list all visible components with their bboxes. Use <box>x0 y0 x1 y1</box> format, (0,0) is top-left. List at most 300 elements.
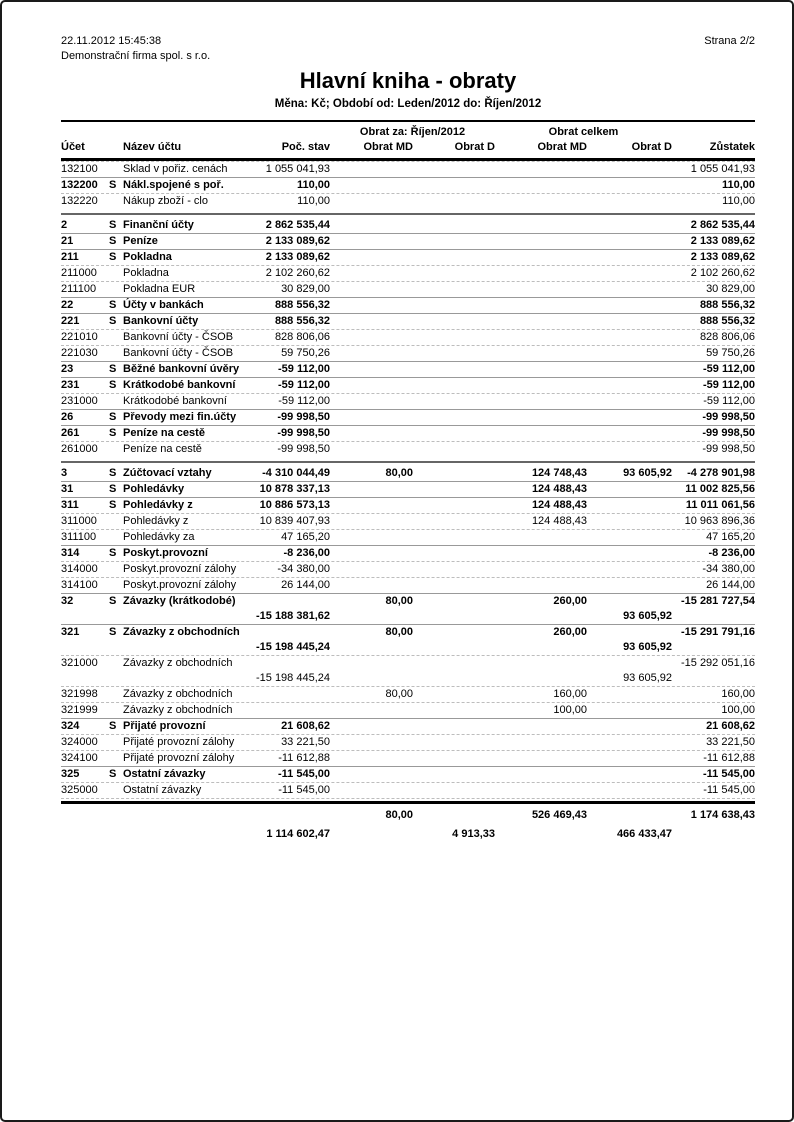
cell <box>495 767 587 782</box>
cell: S <box>109 720 117 732</box>
cell: 314000 <box>61 563 98 575</box>
cell: Bankovní účty - ČSOB <box>123 347 234 359</box>
cell <box>495 426 587 441</box>
cell <box>587 394 672 409</box>
col-header-poc-stav: Poč. stav <box>281 141 330 153</box>
cell <box>413 426 495 441</box>
table-row <box>61 530 755 545</box>
cell: -59 112,00 <box>703 395 755 407</box>
cell: -59 112,00 <box>278 379 330 391</box>
cell: 325 <box>61 768 80 780</box>
cell: 21 <box>61 235 74 247</box>
cell: 2 133 089,62 <box>265 235 330 247</box>
cell <box>330 827 413 842</box>
cell <box>413 218 495 233</box>
cell <box>413 466 495 481</box>
cell: -59 112,00 <box>703 363 755 375</box>
group-header-total: Obrat celkem <box>548 126 619 138</box>
cell: S <box>109 219 117 231</box>
cell <box>587 578 672 593</box>
cell: 47 165,20 <box>706 531 755 543</box>
cell: -59 112,00 <box>278 395 330 407</box>
cell <box>495 640 587 655</box>
cell: -11 612,88 <box>703 752 755 764</box>
cell <box>587 410 672 425</box>
cell: Peníze na cestě <box>123 427 205 439</box>
cell: 80,00 <box>385 688 413 700</box>
cell: 11 011 061,56 <box>685 499 755 511</box>
table-row <box>61 466 755 481</box>
cell <box>413 656 495 671</box>
cell: -99 998,50 <box>702 443 755 455</box>
table-row <box>61 767 755 782</box>
cell: 80,00 <box>385 467 413 479</box>
table-row <box>61 578 755 593</box>
cell: 324100 <box>61 752 98 764</box>
cell: 311000 <box>61 515 97 527</box>
cell: Závazky (krátkodobé) <box>123 595 236 607</box>
cell: Krátkodobé bankovní <box>123 379 236 391</box>
cell: -59 112,00 <box>278 363 330 375</box>
cell: 888 556,32 <box>274 315 330 327</box>
cell <box>495 314 587 329</box>
cell <box>123 609 248 624</box>
cell: Zúčtovací vztahy <box>123 467 212 479</box>
cell <box>330 767 413 782</box>
cell <box>495 250 587 265</box>
cell <box>413 530 495 545</box>
cell <box>495 378 587 393</box>
cell: 311100 <box>61 531 97 543</box>
cell: 110,00 <box>721 179 755 191</box>
cell <box>495 162 587 177</box>
cell: 10 886 573,13 <box>259 499 330 511</box>
table-row <box>61 218 755 233</box>
totals-row <box>61 804 755 823</box>
cell: Pokladna EUR <box>123 283 196 295</box>
cell: -11 612,88 <box>278 752 330 764</box>
cell: S <box>109 299 117 311</box>
cell: 80,00 <box>385 809 413 821</box>
cell <box>587 546 672 561</box>
cell <box>587 767 672 782</box>
cell <box>413 378 495 393</box>
cell: 2 862 535,44 <box>690 219 755 231</box>
cell: Závazky z obchodních <box>123 704 233 716</box>
cell <box>413 442 495 457</box>
col-header-obrat-md-za: Obrat MD <box>363 141 413 153</box>
cell: Přijaté provozní <box>123 720 206 732</box>
cell <box>587 594 672 609</box>
cell <box>495 609 587 624</box>
cell <box>587 194 672 209</box>
cell: Poskyt.provozní zálohy <box>123 563 237 575</box>
cell <box>330 426 413 441</box>
table-row <box>61 314 755 329</box>
cell <box>587 282 672 297</box>
cell: S <box>109 411 117 423</box>
cell: 93 605,92 <box>623 610 672 622</box>
cell: 26 144,00 <box>706 579 755 591</box>
cell <box>587 162 672 177</box>
cell <box>330 362 413 377</box>
cell: 100,00 <box>721 704 755 716</box>
cell <box>123 671 248 686</box>
cell <box>495 735 587 750</box>
cell <box>330 282 413 297</box>
cell: -34 380,00 <box>702 563 755 575</box>
cell <box>413 562 495 577</box>
cell: 124 488,43 <box>531 499 587 511</box>
cell: 30 829,00 <box>706 283 755 295</box>
cell <box>587 178 672 193</box>
cell: 10 839 407,93 <box>259 515 330 527</box>
cell <box>109 656 123 671</box>
cell <box>109 751 123 766</box>
cell <box>330 609 413 624</box>
cell: 314 <box>61 547 80 559</box>
cell: 221010 <box>61 331 98 343</box>
cell <box>413 703 495 718</box>
cell: 132220 <box>61 195 98 207</box>
cell <box>587 751 672 766</box>
table-row <box>61 362 755 377</box>
cell: 21 608,62 <box>281 720 330 732</box>
cell <box>109 394 123 409</box>
cell: 526 469,43 <box>531 809 587 821</box>
cell <box>495 827 587 842</box>
cell <box>495 194 587 209</box>
cell: 59 750,26 <box>281 347 330 359</box>
table-row <box>61 751 755 766</box>
cell: 47 165,20 <box>281 531 330 543</box>
cell <box>587 783 672 798</box>
cell <box>587 234 672 249</box>
cell <box>413 640 495 655</box>
cell: 2 133 089,62 <box>265 251 330 263</box>
cell: Pohledávky z <box>123 515 189 527</box>
cell <box>413 282 495 297</box>
cell: 4 913,33 <box>452 828 495 840</box>
cell: S <box>109 626 117 638</box>
report-title: Hlavní kniha - obraty <box>299 68 517 93</box>
cell <box>413 546 495 561</box>
table-row <box>61 330 755 345</box>
cell: 2 102 260,62 <box>265 267 330 279</box>
totals-row <box>61 823 755 842</box>
cell <box>109 578 123 593</box>
cell: 1 114 602,47 <box>266 828 330 840</box>
cell <box>587 218 672 233</box>
cell <box>413 482 495 497</box>
table-row <box>61 594 755 624</box>
cell: -15 198 445,24 <box>255 672 330 684</box>
row-separator <box>61 798 755 799</box>
cell: 59 750,26 <box>706 347 755 359</box>
cell <box>109 562 123 577</box>
table-row <box>61 394 755 409</box>
cell <box>109 783 123 798</box>
cell <box>413 394 495 409</box>
cell: 124 488,43 <box>531 483 587 495</box>
cell: 260,00 <box>553 626 587 638</box>
cell: 33 221,50 <box>281 736 330 748</box>
cell: S <box>109 483 117 495</box>
cell: Peníze <box>123 235 158 247</box>
cell: 11 002 825,56 <box>685 483 755 495</box>
cell <box>330 640 413 655</box>
cell <box>413 808 495 823</box>
cell: 22 <box>61 299 74 311</box>
cell <box>495 218 587 233</box>
cell: -59 112,00 <box>703 379 755 391</box>
column-header-row <box>61 140 755 158</box>
cell <box>330 498 413 513</box>
cell: 314100 <box>61 579 98 591</box>
cell <box>330 178 413 193</box>
cell <box>330 751 413 766</box>
cell: 110,00 <box>297 195 330 207</box>
table-row <box>61 178 755 193</box>
company-name: Demonstrační firma spol. s r.o. <box>61 50 211 62</box>
cell <box>413 498 495 513</box>
cell: 321000 <box>61 657 98 669</box>
cell: 321999 <box>61 704 98 716</box>
table-row <box>61 378 755 393</box>
table-row <box>61 562 755 577</box>
cell: 33 221,50 <box>706 736 755 748</box>
cell <box>330 346 413 361</box>
cell: 160,00 <box>553 688 587 700</box>
table-row <box>61 194 755 209</box>
cell <box>587 656 672 671</box>
cell: -11 545,00 <box>278 784 330 796</box>
cell <box>330 162 413 177</box>
cell <box>495 671 587 686</box>
cell: 80,00 <box>385 626 413 638</box>
table-row <box>61 703 755 718</box>
cell <box>495 442 587 457</box>
cell: 324000 <box>61 736 98 748</box>
cell: S <box>109 379 117 391</box>
cell: S <box>109 251 117 263</box>
cell <box>413 671 495 686</box>
cell <box>248 703 330 718</box>
cell: -99 998,50 <box>277 427 330 439</box>
cell <box>495 346 587 361</box>
cell <box>330 218 413 233</box>
cell <box>587 330 672 345</box>
cell <box>413 578 495 593</box>
cell <box>330 578 413 593</box>
row-separator <box>61 461 755 463</box>
cell: 1 055 041,93 <box>690 163 755 175</box>
col-header-obrat-md-celkem: Obrat MD <box>537 141 587 153</box>
cell: -15 198 445,24 <box>255 641 330 653</box>
cell <box>672 640 755 655</box>
cell: 124 488,43 <box>531 515 587 527</box>
col-header-zustatek: Zůstatek <box>709 141 755 153</box>
cell <box>587 426 672 441</box>
cell: -99 998,50 <box>702 427 755 439</box>
cell: 1 055 041,93 <box>265 163 330 175</box>
cell <box>587 250 672 265</box>
cell: 23 <box>61 363 74 375</box>
cell: -15 281 727,54 <box>680 595 755 607</box>
group-header-spacer <box>61 125 330 140</box>
cell <box>587 298 672 313</box>
cell <box>61 640 109 655</box>
cell <box>330 330 413 345</box>
cell <box>587 482 672 497</box>
cell <box>413 250 495 265</box>
cell <box>413 194 495 209</box>
cell <box>587 314 672 329</box>
cell <box>495 783 587 798</box>
cell: 110,00 <box>722 195 755 207</box>
cell: -11 545,00 <box>703 768 755 780</box>
cell: Účty v bankách <box>123 299 204 311</box>
table-row <box>61 514 755 529</box>
cell: 32 <box>61 595 74 607</box>
table-row <box>61 498 755 513</box>
cell: Bankovní účty <box>123 315 199 327</box>
cell <box>587 442 672 457</box>
cell <box>587 378 672 393</box>
cell: Bankovní účty - ČSOB <box>123 331 234 343</box>
cell: Závazky z obchodních <box>123 688 233 700</box>
cell <box>413 330 495 345</box>
cell <box>587 562 672 577</box>
cell <box>495 530 587 545</box>
cell: S <box>109 547 117 559</box>
cell <box>330 530 413 545</box>
cell: 132100 <box>61 163 98 175</box>
cell <box>248 594 330 609</box>
table-row <box>61 234 755 249</box>
cell <box>413 162 495 177</box>
cell <box>587 735 672 750</box>
cell <box>413 625 495 640</box>
table-body <box>61 161 755 799</box>
cell: -15 188 381,62 <box>255 610 330 622</box>
cell: 21 608,62 <box>706 720 755 732</box>
cell <box>109 735 123 750</box>
cell: 261000 <box>61 443 98 455</box>
cell: -11 545,00 <box>278 768 330 780</box>
cell: 211100 <box>61 283 97 295</box>
col-header-obrat-d-celkem: Obrat D <box>631 141 672 153</box>
cell <box>495 410 587 425</box>
cell: Krátkodobé bankovní <box>123 395 227 407</box>
cell <box>587 703 672 718</box>
cell <box>330 442 413 457</box>
cell: 828 806,06 <box>274 331 330 343</box>
group-header-spacer-right <box>672 125 755 140</box>
cell: 211000 <box>61 267 97 279</box>
cell: 1 174 638,43 <box>690 809 755 821</box>
cell: 2 102 260,62 <box>690 267 755 279</box>
cell: -15 292 051,16 <box>680 657 755 669</box>
cell: 31 <box>61 483 74 495</box>
table-row <box>61 442 755 457</box>
cell: Sklad v pořiz. cenách <box>123 163 228 175</box>
cell <box>330 266 413 281</box>
cell <box>495 394 587 409</box>
report-content <box>61 34 755 842</box>
cell: S <box>109 768 117 780</box>
cell: 221 <box>61 315 80 327</box>
table-row <box>61 719 755 734</box>
cell <box>109 687 123 702</box>
cell: Pokladna <box>123 251 172 263</box>
cell: 211 <box>61 251 79 263</box>
cell <box>330 234 413 249</box>
report-subtitle: Měna: Kč; Období od: Leden/2012 do: Říjen/2012 <box>274 98 542 110</box>
cell <box>495 362 587 377</box>
cell: -99 998,50 <box>702 411 755 423</box>
cell <box>413 314 495 329</box>
page-number: Strana 2/2 <box>704 35 755 47</box>
cell: S <box>109 235 117 247</box>
cell <box>587 362 672 377</box>
cell <box>61 671 109 686</box>
cell <box>330 250 413 265</box>
cell <box>413 783 495 798</box>
cell: -4 310 044,49 <box>262 467 330 479</box>
cell <box>330 656 413 671</box>
cell <box>495 562 587 577</box>
cell: 2 133 089,62 <box>690 235 755 247</box>
cell <box>248 625 330 640</box>
cell: 2 133 089,62 <box>690 251 755 263</box>
cell: Závazky z obchodních <box>123 626 240 638</box>
cell: Běžné bankovní úvěry <box>123 363 240 375</box>
cell: -34 380,00 <box>277 563 330 575</box>
cell: Pohledávky <box>123 483 185 495</box>
cell <box>413 410 495 425</box>
cell <box>413 687 495 702</box>
cell <box>109 703 123 718</box>
table-row <box>61 482 755 497</box>
cell <box>587 266 672 281</box>
cell: -11 545,00 <box>703 784 755 796</box>
cell <box>495 298 587 313</box>
cell <box>330 783 413 798</box>
cell <box>495 266 587 281</box>
cell: -4 278 901,98 <box>687 467 755 479</box>
cell <box>61 808 109 823</box>
cell: Peníze na cestě <box>123 443 202 455</box>
cell <box>248 808 330 823</box>
cell: 260,00 <box>553 595 587 607</box>
cell: Poskyt.provozní <box>123 547 208 559</box>
cell: Pohledávky za <box>123 531 195 543</box>
cell: 100,00 <box>553 704 587 716</box>
cell: 93 605,92 <box>623 672 672 684</box>
cell <box>413 362 495 377</box>
cell <box>330 719 413 734</box>
cell: S <box>109 427 117 439</box>
cell: -99 998,50 <box>277 411 330 423</box>
cell: 160,00 <box>721 688 755 700</box>
cell <box>413 767 495 782</box>
cell <box>587 346 672 361</box>
cell: 261 <box>61 427 80 439</box>
cell: 93 605,92 <box>623 467 672 479</box>
cell: 30 829,00 <box>281 283 330 295</box>
col-header-obrat-d-za: Obrat D <box>454 141 495 153</box>
